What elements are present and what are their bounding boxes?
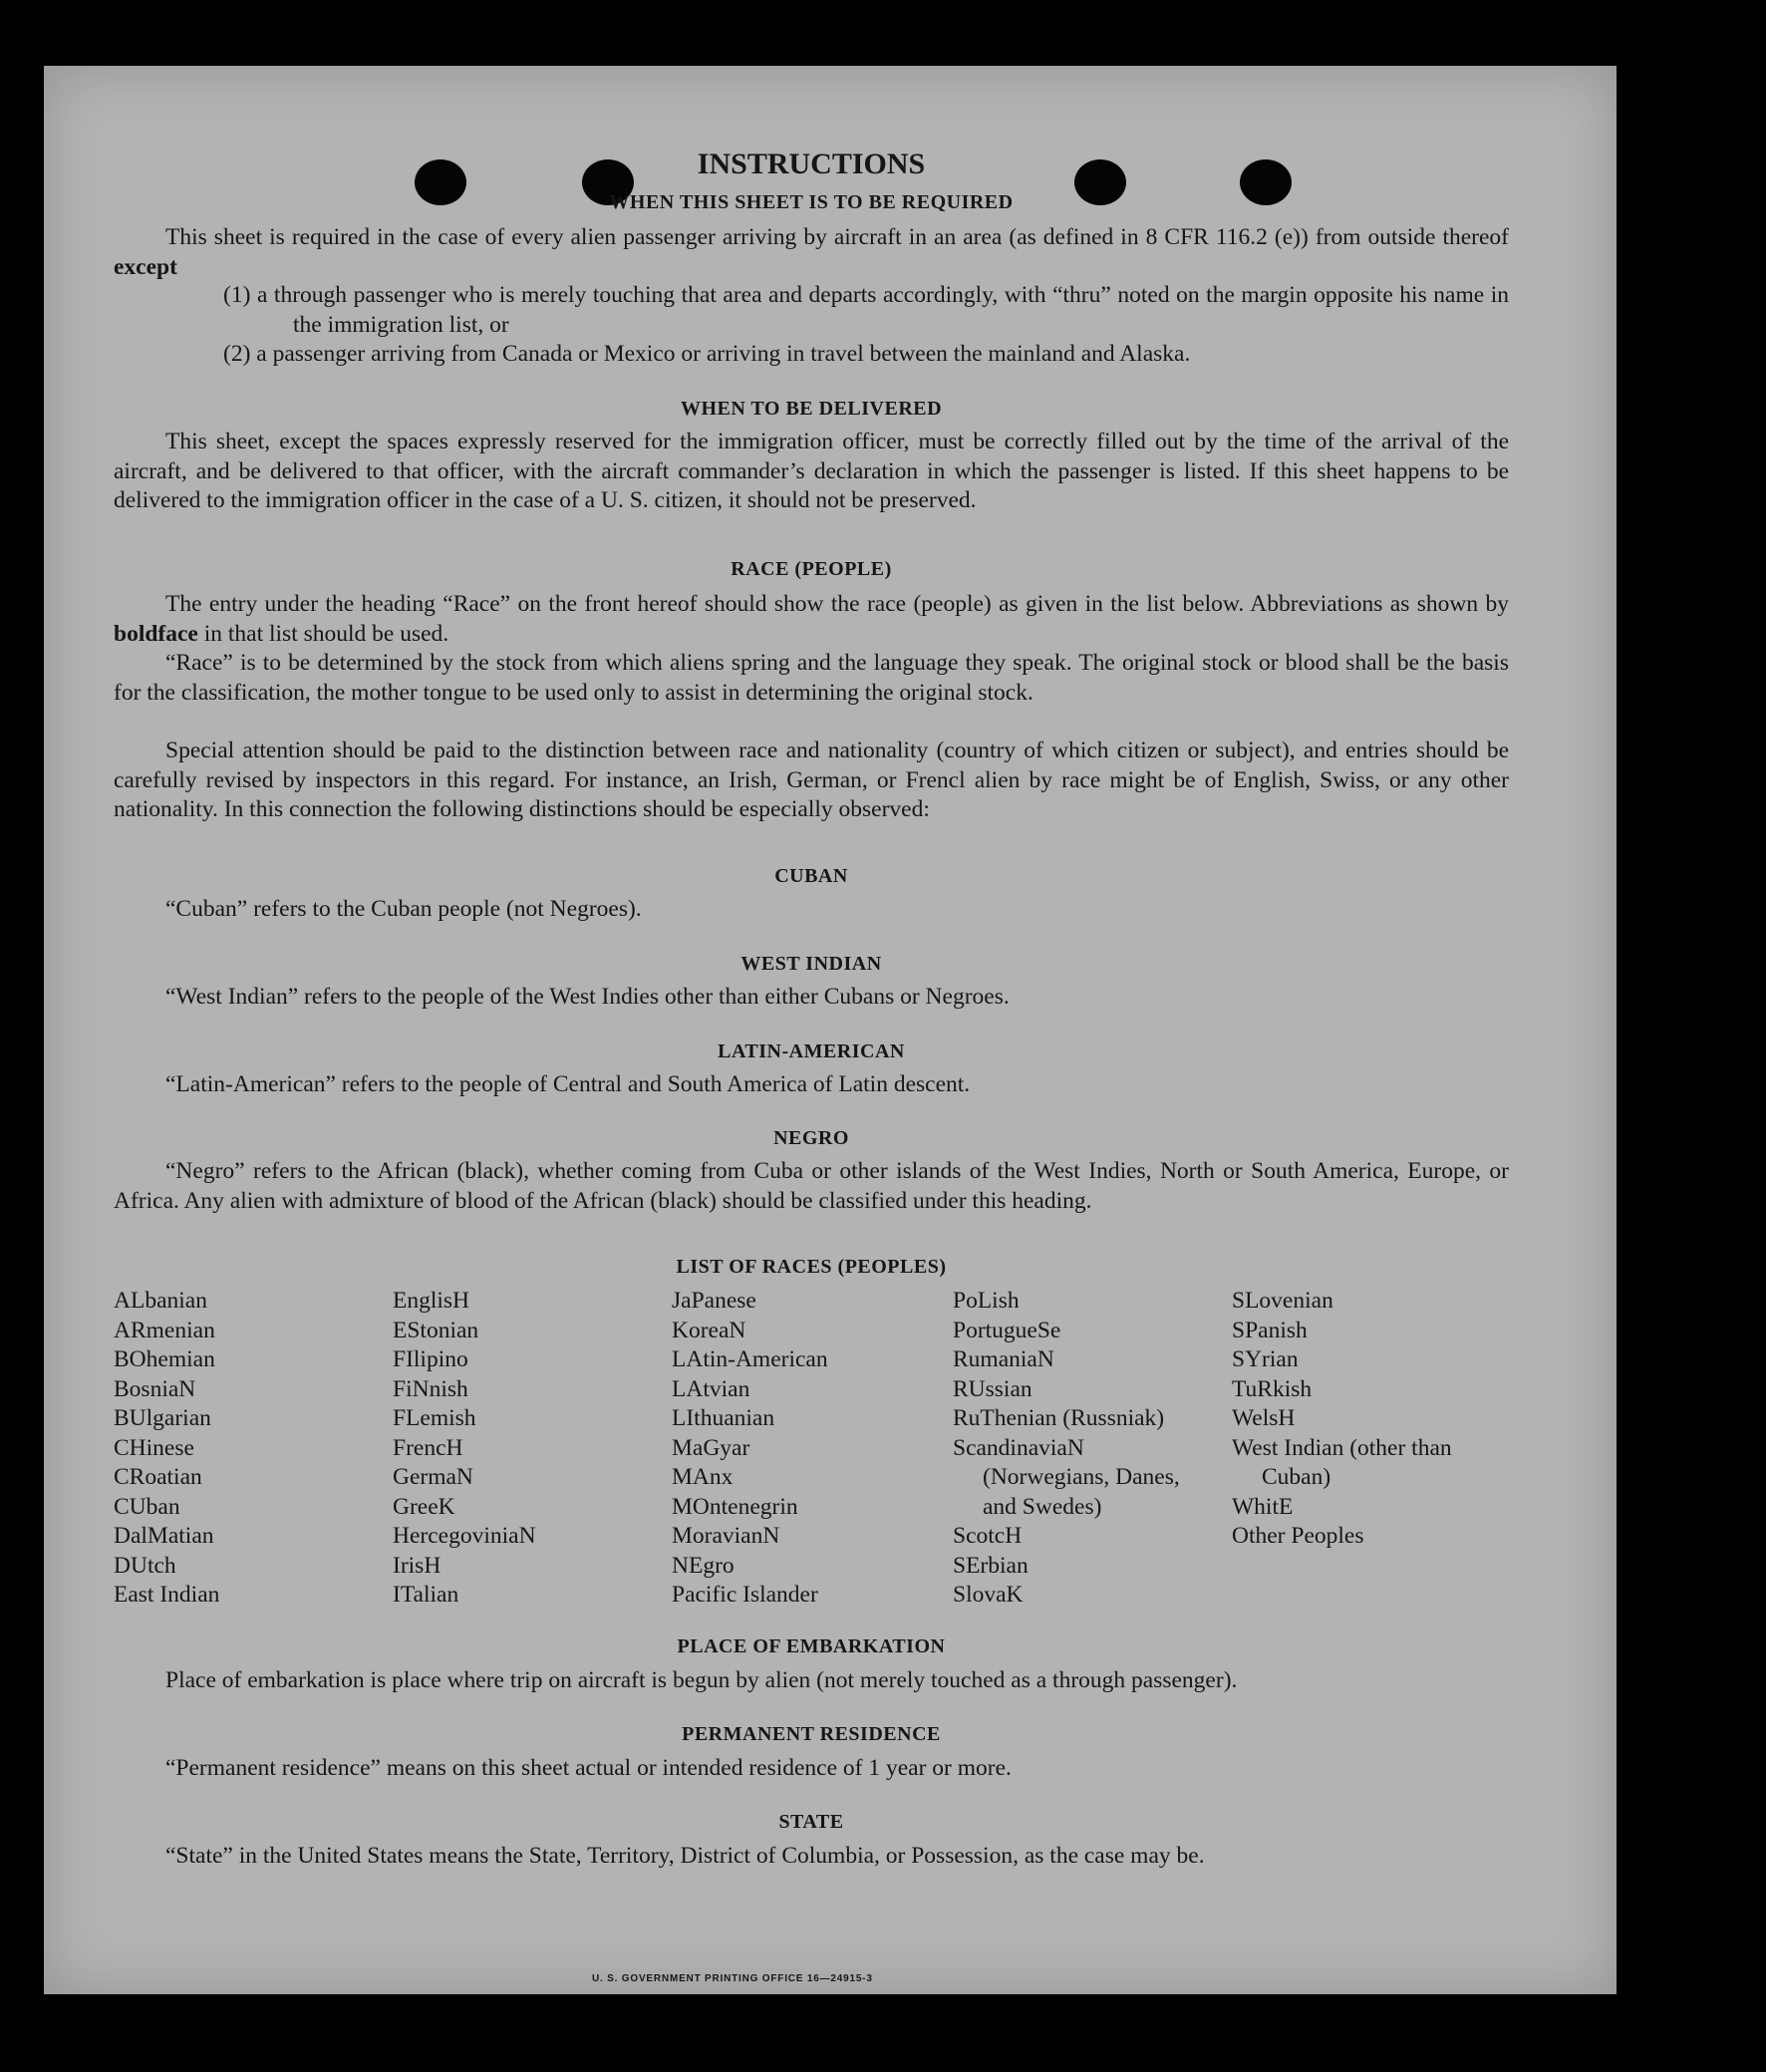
races-column-5 [1232, 1287, 1501, 1552]
list-item: MaGyar [672, 1434, 750, 1461]
document-sheet [44, 66, 1617, 1994]
list-item: LAtin-American [672, 1346, 828, 1372]
list-item: PoLish [953, 1288, 1020, 1314]
list-item: West Indian (other than Cuban) [1232, 1434, 1452, 1490]
heading-west-indian: WEST INDIAN [740, 953, 882, 975]
races-column-4 [953, 1287, 1222, 1611]
list-item: SlovaK [953, 1582, 1024, 1608]
list-item: MoravianN [672, 1523, 780, 1549]
races-column-1 [114, 1287, 383, 1611]
exception-item-1: (1) a through passenger who is merely touching that area and departs accordingly, with “thru” noted on the margin opposite his name in the immigration list, or [223, 282, 1509, 338]
instructions-content [114, 66, 1509, 1994]
page-title: INSTRUCTIONS [697, 148, 926, 180]
list-item: IrisH [393, 1552, 442, 1579]
races-column-2 [393, 1287, 662, 1611]
heading-race: RACE (PEOPLE) [731, 558, 892, 580]
heading-state: STATE [778, 1811, 844, 1833]
when-required-intro: This sheet is required in the case of every alien passenger arriving by aircraft in an area (as defined in 8 CFR 116.2 (e)) from outside thereof except [114, 224, 1509, 280]
cuban-text: “Cuban” refers to the Cuban people (not Negroes). [165, 896, 642, 922]
list-item: HercegoviniaN [393, 1523, 536, 1549]
list-item: FLemish [393, 1405, 476, 1431]
west-indian-text: “West Indian” refers to the people of the West Indies other than either Cubans or Negroes. [165, 984, 1010, 1010]
list-item: GreeK [393, 1493, 455, 1520]
list-item: SErbian [953, 1552, 1029, 1579]
list-item: DalMatian [114, 1523, 214, 1549]
list-item: BUlgarian [114, 1405, 211, 1431]
list-item: SYrian [1232, 1346, 1299, 1372]
when-delivered-text: This sheet, except the spaces expressly reserved for the immigration officer, must be correctly filled out by the time of the arrival of the aircraft, and be delivered to that officer, with the aircraft commander’s declaration in which the passenger is listed. If this sheet happens to be delivered to the immigration officer in the case of a U. S. citizen, it should not be preserved. [114, 429, 1509, 513]
heading-cuban: CUBAN [774, 865, 848, 887]
list-item: GermaN [393, 1464, 473, 1490]
race-paragraph-3: Special attention should be paid to the distinction between race and nationality (country of which citizen or subject), and entries should be carefully revised by inspectors in this regard. For instance, an Irish, German, or Frencl alien by race might be of English, Swiss, or any other nationality. In this connection the following distinctions should be especially observed: [114, 738, 1509, 822]
heading-permanent-residence: PERMANENT RESIDENCE [682, 1723, 941, 1745]
list-item: BOhemian [114, 1346, 215, 1372]
list-item: KoreaN [672, 1317, 746, 1343]
list-item: WhitE [1232, 1493, 1294, 1520]
race-paragraph-2: “Race” is to be determined by the stock from which aliens spring and the language they speak. The original stock or blood shall be the basis for the classification, the mother tongue to be used only to assist in determining the original stock. [114, 650, 1509, 706]
list-item: JaPanese [672, 1288, 756, 1314]
heading-embarkation: PLACE OF EMBARKATION [677, 1635, 946, 1657]
heading-latin-american: LATIN-AMERICAN [718, 1040, 905, 1062]
list-item: RumaniaN [953, 1346, 1054, 1372]
list-item: FiNnish [393, 1375, 468, 1402]
list-item: TuRkish [1232, 1375, 1313, 1402]
list-item: BosniaN [114, 1375, 196, 1402]
list-item: MAnx [672, 1464, 734, 1490]
heading-negro: NEGRO [773, 1127, 849, 1149]
embarkation-text: Place of embarkation is place where trip on aircraft is begun by alien (not merely touched as a through passenger). [165, 1667, 1238, 1693]
list-item: RuThenian (Russniak) [953, 1405, 1165, 1431]
list-item: RUssian [953, 1375, 1032, 1402]
list-item: CUban [114, 1493, 180, 1520]
list-item: ARmenian [114, 1317, 215, 1343]
races-column-3 [672, 1287, 941, 1611]
negro-text: “Negro” refers to the African (black), whether coming from Cuba or other islands of the West Indies, North or South America, Europe, or Africa. Any alien with admixture of blood of the African (black) should be classified under this heading. [114, 1158, 1509, 1214]
list-item: Pacific Islander [672, 1582, 818, 1608]
exception-item-2: (2) a passenger arriving from Canada or Mexico or arriving in travel between the mainland and Alaska. [223, 341, 1191, 367]
state-text: “State” in the United States means the State, Territory, District of Columbia, or Possession, as the case may be. [165, 1843, 1205, 1869]
list-item: CRoatian [114, 1464, 202, 1490]
permanent-residence-text: “Permanent residence” means on this sheet actual or intended residence of 1 year or more. [165, 1755, 1012, 1781]
list-item: DUtch [114, 1552, 176, 1579]
list-item: Other Peoples [1232, 1523, 1364, 1549]
race-paragraph-1: The entry under the heading “Race” on the front hereof should show the race (people) as given in the list below. Abbreviations as shown by boldface in that list should be used. [114, 591, 1509, 647]
list-item: SLovenian [1232, 1288, 1333, 1314]
latin-american-text: “Latin-American” refers to the people of Central and South America of Latin descent. [165, 1071, 971, 1097]
list-item: FIlipino [393, 1346, 468, 1372]
list-item: MOntenegrin [672, 1493, 798, 1520]
list-item: FrencH [393, 1434, 463, 1461]
heading-when-delivered: WHEN TO BE DELIVERED [680, 398, 943, 420]
list-item: WelsH [1232, 1405, 1296, 1431]
heading-list-of-races: LIST OF RACES (PEOPLES) [676, 1256, 947, 1278]
list-item: LAtvian [672, 1375, 750, 1402]
list-item: NEgro [672, 1552, 735, 1579]
list-item: ITalian [393, 1582, 459, 1608]
list-item: SPanish [1232, 1317, 1308, 1343]
list-item: PortugueSe [953, 1317, 1061, 1343]
list-item: East Indian [114, 1582, 220, 1608]
list-item: CHinese [114, 1434, 194, 1461]
list-item: ALbanian [114, 1288, 207, 1314]
list-item: ScandinaviaN (Norwegians, Danes, and Swedes) [953, 1434, 1180, 1520]
list-item: LIthuanian [672, 1405, 775, 1431]
list-item: EnglisH [393, 1288, 470, 1314]
list-item: EStonian [393, 1317, 479, 1343]
list-item: ScotcH [953, 1523, 1023, 1549]
heading-when-required: WHEN THIS SHEET IS TO BE REQUIRED [609, 191, 1014, 213]
printing-office-imprint: U. S. GOVERNMENT PRINTING OFFICE 16—24915-3 [592, 1973, 873, 1984]
